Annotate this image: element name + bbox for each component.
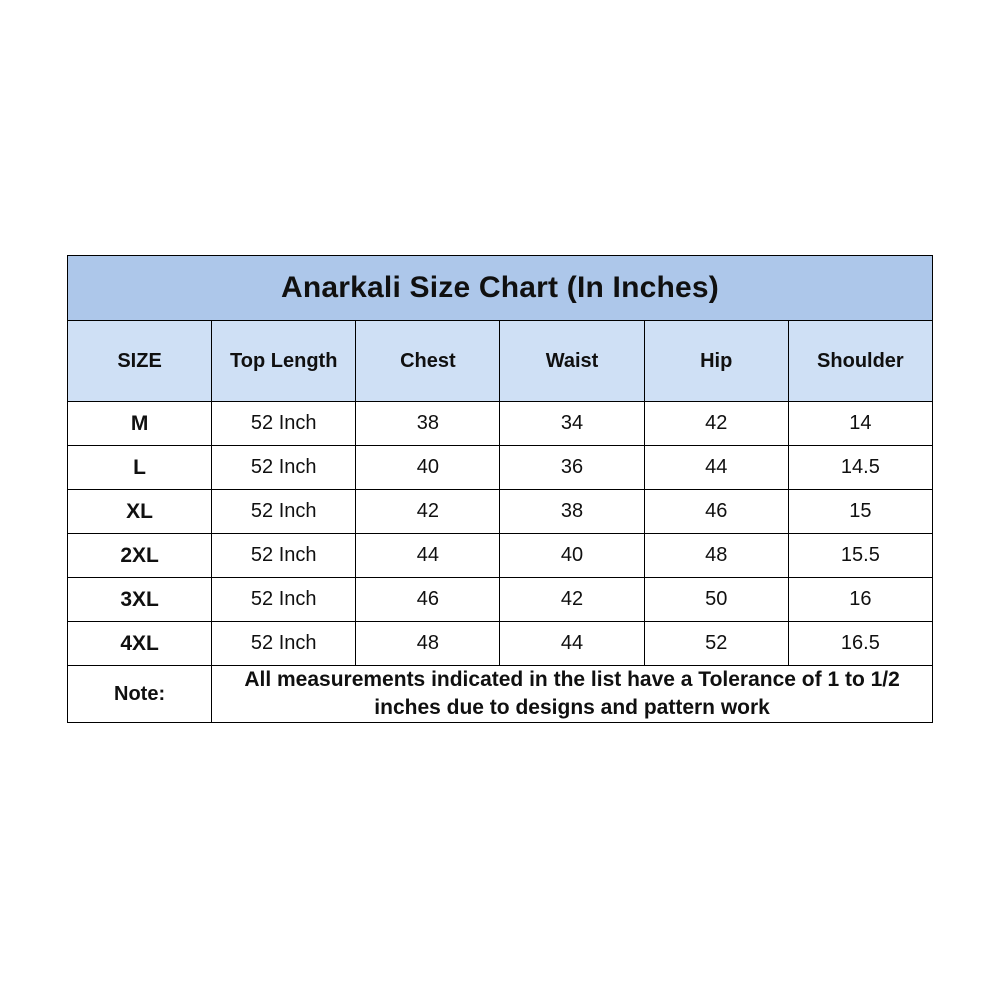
column-header-shoulder: Shoulder bbox=[788, 321, 932, 402]
cell-waist: 36 bbox=[500, 446, 644, 490]
cell-chest: 42 bbox=[356, 490, 500, 534]
column-header-top-length: Top Length bbox=[212, 321, 356, 402]
table-row bbox=[68, 534, 933, 578]
cell-hip: 46 bbox=[644, 490, 788, 534]
note-label: Note: bbox=[68, 666, 212, 723]
cell-shoulder: 15 bbox=[788, 490, 932, 534]
cell-hip: 44 bbox=[644, 446, 788, 490]
cell-shoulder: 15.5 bbox=[788, 534, 932, 578]
column-header-chest: Chest bbox=[356, 321, 500, 402]
cell-chest: 38 bbox=[356, 402, 500, 446]
table-row bbox=[68, 622, 933, 666]
cell-shoulder: 14.5 bbox=[788, 446, 932, 490]
column-header-waist: Waist bbox=[500, 321, 644, 402]
cell-top-length: 52 Inch bbox=[212, 578, 356, 622]
cell-waist: 34 bbox=[500, 402, 644, 446]
anarkali-size-chart-table bbox=[67, 255, 933, 723]
cell-shoulder: 14 bbox=[788, 402, 932, 446]
cell-hip: 42 bbox=[644, 402, 788, 446]
cell-top-length: 52 Inch bbox=[212, 402, 356, 446]
cell-size: XL bbox=[68, 490, 212, 534]
cell-waist: 42 bbox=[500, 578, 644, 622]
column-header-size: SIZE bbox=[68, 321, 212, 402]
cell-chest: 40 bbox=[356, 446, 500, 490]
cell-size: 4XL bbox=[68, 622, 212, 666]
cell-hip: 48 bbox=[644, 534, 788, 578]
cell-size: L bbox=[68, 446, 212, 490]
note-text: All measurements indicated in the list have a Tolerance of 1 to 1/2 inches due to designs and pattern work bbox=[212, 666, 933, 723]
table-header-row bbox=[68, 321, 933, 402]
cell-waist: 44 bbox=[500, 622, 644, 666]
chart-title: Anarkali Size Chart (In Inches) bbox=[68, 256, 933, 321]
table-row bbox=[68, 578, 933, 622]
cell-shoulder: 16.5 bbox=[788, 622, 932, 666]
cell-waist: 40 bbox=[500, 534, 644, 578]
cell-top-length: 52 Inch bbox=[212, 490, 356, 534]
table-row bbox=[68, 402, 933, 446]
cell-top-length: 52 Inch bbox=[212, 622, 356, 666]
cell-shoulder: 16 bbox=[788, 578, 932, 622]
cell-chest: 46 bbox=[356, 578, 500, 622]
cell-top-length: 52 Inch bbox=[212, 534, 356, 578]
note-row bbox=[68, 666, 933, 723]
column-header-hip: Hip bbox=[644, 321, 788, 402]
cell-top-length: 52 Inch bbox=[212, 446, 356, 490]
cell-hip: 50 bbox=[644, 578, 788, 622]
cell-waist: 38 bbox=[500, 490, 644, 534]
table-title-row bbox=[68, 256, 933, 321]
cell-size: M bbox=[68, 402, 212, 446]
size-chart-container bbox=[67, 255, 933, 723]
table-row bbox=[68, 446, 933, 490]
cell-chest: 44 bbox=[356, 534, 500, 578]
table-row bbox=[68, 490, 933, 534]
cell-size: 3XL bbox=[68, 578, 212, 622]
cell-size: 2XL bbox=[68, 534, 212, 578]
cell-chest: 48 bbox=[356, 622, 500, 666]
cell-hip: 52 bbox=[644, 622, 788, 666]
